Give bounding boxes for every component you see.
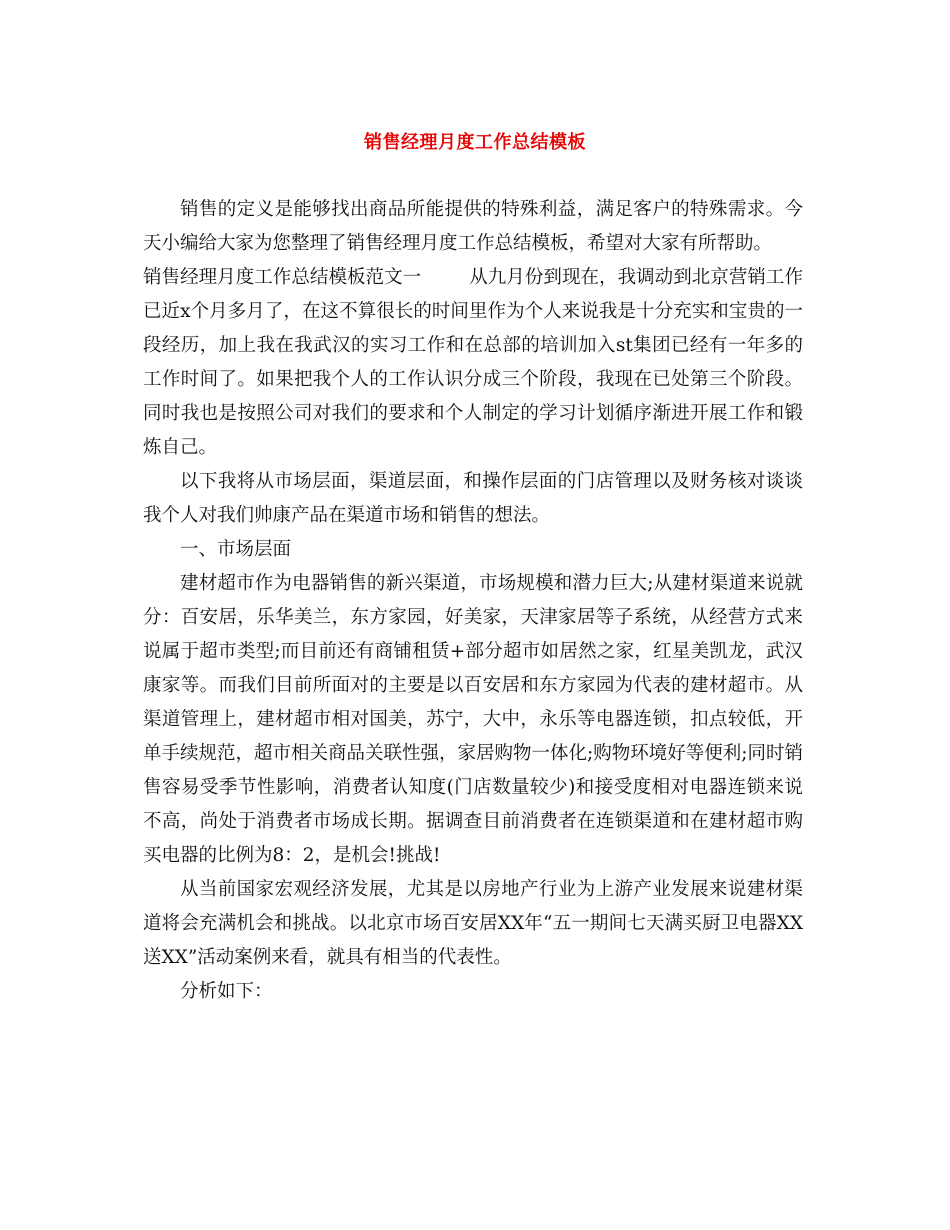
section-1-heading: 一、市场层面: [180, 539, 292, 560]
sample-text: 从九月份到现在，我调动到北京营销工作已近x个月多月了，在这不算很长的时间里作为个人来说我是十分充实和宝贵的一段经历，加上我在我武汉的实习工作和在总部的培训加入st集团已经有一年多的工作时间了。如果把我个人的工作认识分成三个阶段，我现在已处第三个阶段。同时我也是按照公司对我们的要求和个人制定的学习计划循序渐进开展工作和锻炼自己。: [143, 267, 803, 458]
paragraph-4: 从当前国家宏观经济发展，尤其是以房地产行业为上游产业发展来说建材渠道将会充满机会和挑战。以北京市场百安居XX年“五一期间七天满买厨卫电器XX送XX”活动案例来看，就具有相当的代表性。: [143, 879, 803, 968]
intro-paragraph: 销售的定义是能够找出商品所能提供的特殊利益，满足客户的特殊需求。今天小编给大家为您整理了销售经理月度工作总结模板，希望对大家有所帮助。: [143, 199, 803, 254]
sample-paragraph: [143, 261, 803, 465]
paragraph-3: 建材超市作为电器销售的新兴渠道，市场规模和潜力巨大;从建材渠道来说就分：百安居，乐华美兰，东方家园，好美家，天津家居等子系统，从经营方式来说属于超市类型;而目前还有商铺租赁+部分超市如居然之家，红星美凯龙，武汉康家等。而我们目前所面对的主要是以百安居和东方家园为代表的建材超市。从渠道管理上，建材超市相对国美，苏宁，大中，永乐等电器连锁，扣点较低，开单手续规范，超市相关商品关联性强，家居购物一体化;购物环境好等便利;同时销售容易受季节性影响，消费者认知度(门店数量较少)和接受度相对电器连锁来说不高，尚处于消费者市场成长期。据调查目前消费者在连锁渠道和在建材超市购买电器的比例为8：2，是机会!挑战!: [143, 573, 803, 866]
sample-heading: 销售经理月度工作总结模板范文一: [143, 267, 422, 288]
document-title: 销售经理月度工作总结模板: [364, 132, 586, 153]
paragraph-2: 以下我将从市场层面，渠道层面，和操作层面的门店管理以及财务核对谈谈我个人对我们帅康产品在渠道市场和销售的想法。: [143, 471, 803, 526]
document-body: [143, 193, 803, 1009]
paragraph-5: 分析如下：: [180, 981, 273, 1002]
